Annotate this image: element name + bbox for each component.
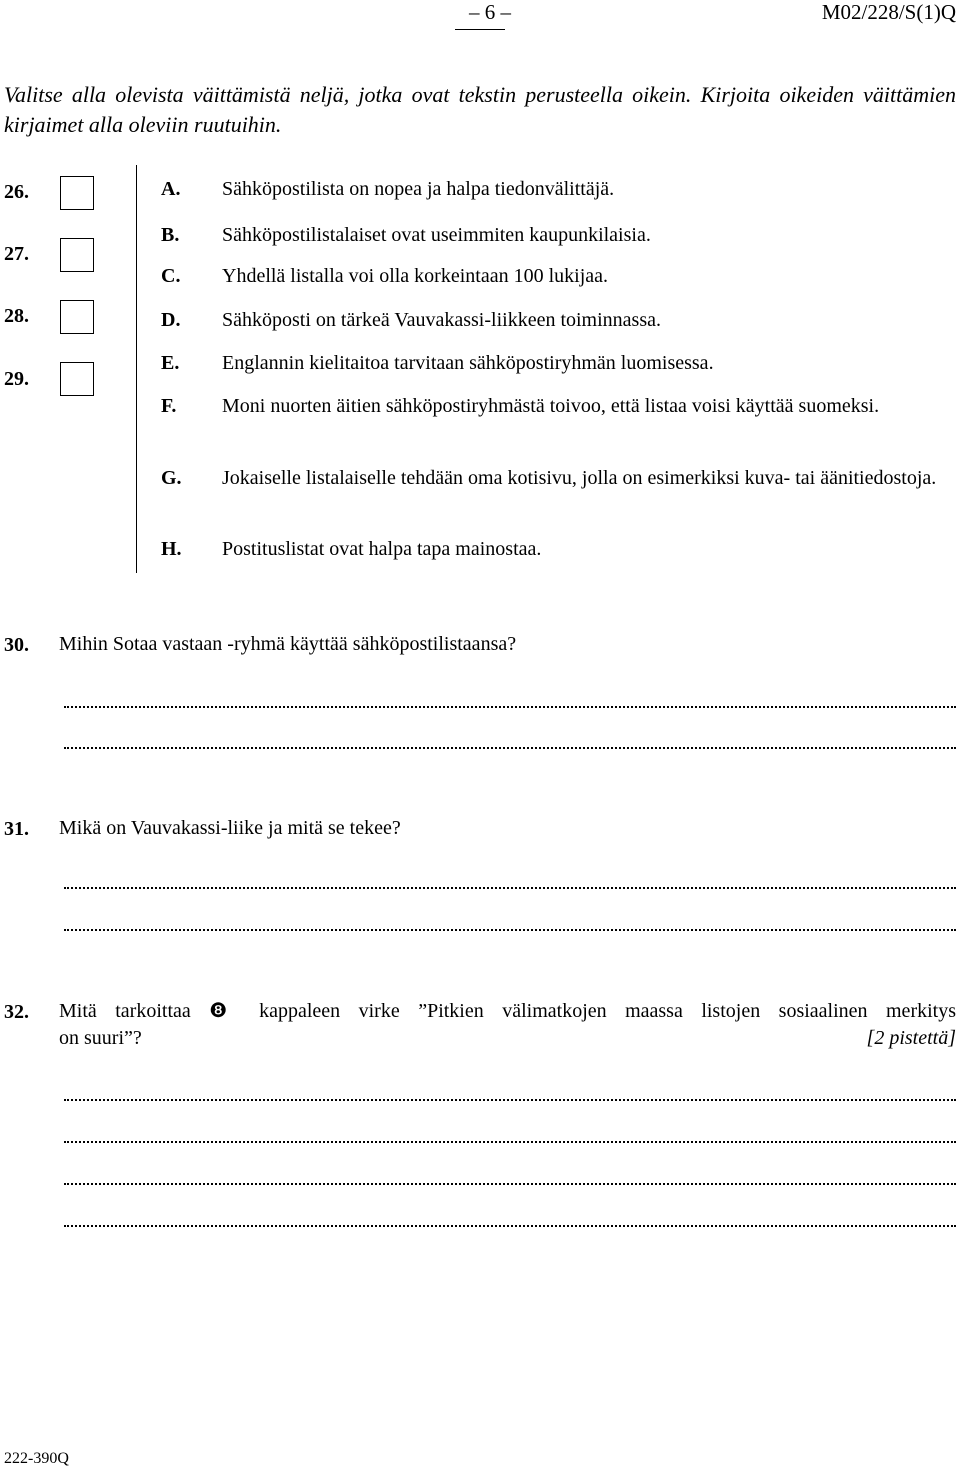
question-text-31: Mikä on Vauvakassi-liike ja mitä se tekee?: [59, 817, 401, 839]
answer-box-26[interactable]: [60, 176, 94, 210]
option-text-g: Jokaiselle listalaiselle tehdään oma kotisivu, jolla on esimerkiksi kuva- tai äänitiedostoja.: [222, 467, 937, 489]
question-text-32-line1: Mitä tarkoittaa ❽ kappaleen virke ”Pitkien välimatkojen maassa listojen sosiaalinen merkitys: [59, 1000, 956, 1022]
option-letter-h: H.: [161, 538, 182, 560]
question-text-30: Mihin Sotaa vastaan -ryhmä käyttää sähköpostilistaansa?: [59, 633, 517, 655]
question-number-27: 27.: [4, 243, 29, 265]
column-divider: [136, 165, 137, 573]
header-rule: [455, 29, 505, 30]
answer-line-31-2[interactable]: [64, 929, 956, 931]
answer-line-32-4[interactable]: [64, 1225, 956, 1227]
option-letter-c: C.: [161, 265, 181, 287]
points-label: [2 pistettä]: [866, 1027, 956, 1049]
question-number-31: 31.: [4, 818, 29, 840]
option-letter-d: D.: [161, 309, 181, 331]
question-number-29: 29.: [4, 368, 29, 390]
answer-box-28[interactable]: [60, 300, 94, 334]
document-code: M02/228/S(1)Q: [821, 0, 956, 24]
option-letter-f: F.: [161, 395, 177, 417]
footer-code: 222-390Q: [4, 1450, 69, 1467]
answer-box-29[interactable]: [60, 362, 94, 396]
option-text-e: Englannin kielitaitoa tarvitaan sähköpostiryhmän luomisessa.: [222, 352, 714, 374]
question-text-32-line2-row: [59, 1027, 956, 1050]
question-number-28: 28.: [4, 305, 29, 327]
answer-line-30-2[interactable]: [64, 747, 956, 749]
option-text-b: Sähköpostilistalaiset ovat useimmiten kaupunkilaisia.: [222, 224, 651, 246]
question-number-32: 32.: [4, 1001, 29, 1023]
answer-line-32-3[interactable]: [64, 1183, 956, 1185]
question-text-32-line2: on suuri”?: [59, 1027, 142, 1049]
option-text-d: Sähköposti on tärkeä Vauvakassi-liikkeen toiminnassa.: [222, 309, 661, 331]
option-text-h: Postituslistat ovat halpa tapa mainostaa.: [222, 538, 542, 560]
question-number-26: 26.: [4, 181, 29, 203]
option-text-c: Yhdellä listalla voi olla korkeintaan 100 lukijaa.: [222, 265, 609, 287]
option-text-f: Moni nuorten äitien sähköpostiryhmästä toivoo, että listaa voisi käyttää suomeksi.: [222, 395, 880, 417]
answer-line-31-1[interactable]: [64, 887, 956, 889]
option-letter-g: G.: [161, 467, 182, 489]
answer-box-27[interactable]: [60, 238, 94, 272]
option-letter-e: E.: [161, 352, 180, 374]
answer-line-30-1[interactable]: [64, 706, 956, 708]
option-letter-b: B.: [161, 224, 180, 246]
answer-line-32-2[interactable]: [64, 1141, 956, 1143]
instructions-text: Valitse alla olevista väittämistä neljä, jotka ovat tekstin perusteella oikein. Kirjoita oikeiden väittämien kirjaimet alla oleviin ruutuihin.: [4, 82, 956, 137]
option-letter-a: A.: [161, 178, 181, 200]
answer-line-32-1[interactable]: [64, 1099, 956, 1101]
option-text-a: Sähköpostilista on nopea ja halpa tiedonvälittäjä.: [222, 178, 615, 200]
question-number-30: 30.: [4, 634, 29, 656]
page-number: – 6 –: [469, 0, 511, 24]
